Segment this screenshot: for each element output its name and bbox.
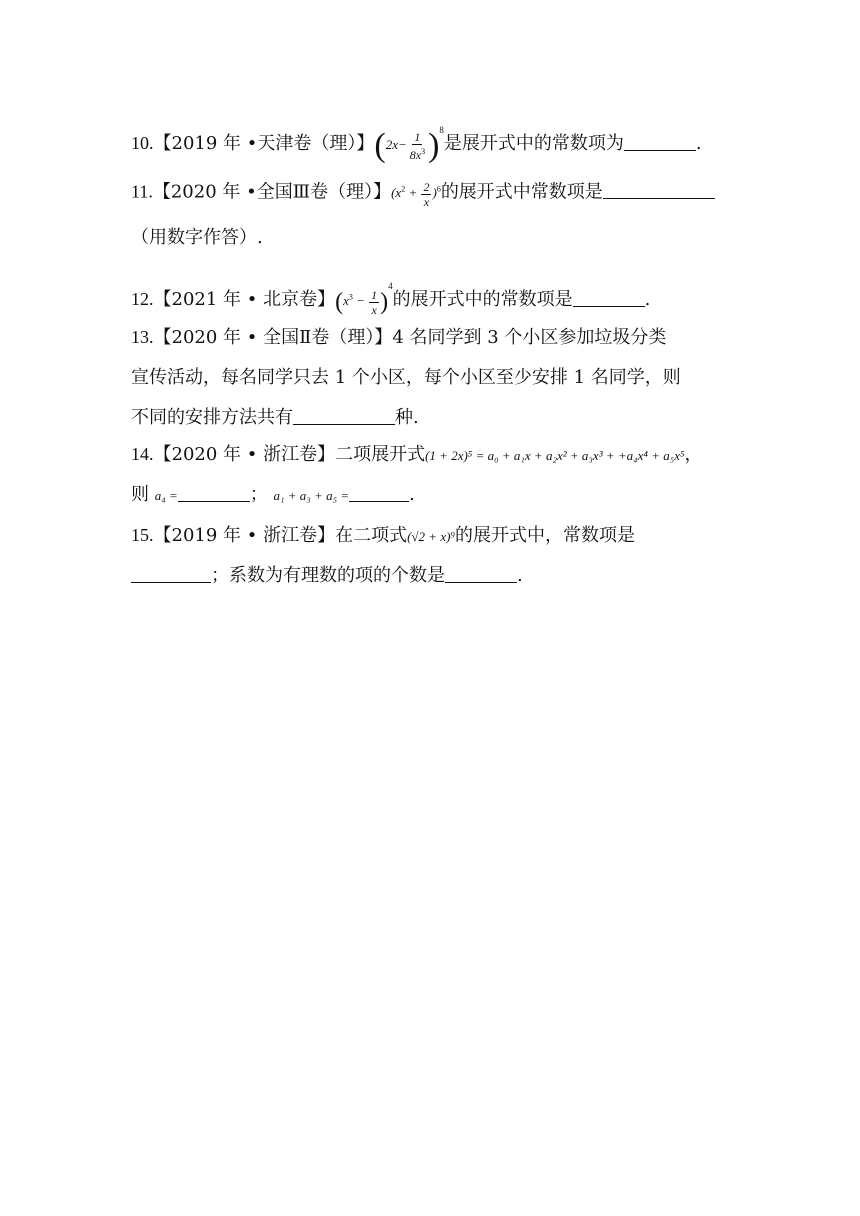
answer-blank[interactable] xyxy=(624,132,696,151)
question-text: 4 名同学到 3 个小区参加垃圾分类 xyxy=(392,327,667,348)
math-expression: ($x^3$ − $\frac{1}{x}$ )$^4$ xyxy=(335,281,393,317)
question-source: 【2020 年 •全国Ⅲ卷（理）】 xyxy=(152,181,392,203)
question-10: 10.【2019 年 •天津卷（理）】(2x− $\frac{1}{8x^3}$ )$^8$是展开式中的常数项为 . xyxy=(131,125,702,165)
question-13-line2: 宣传活动，每名同学只去 1 个小区，每个小区至少安排 1 名同学，则 xyxy=(131,367,681,388)
math-expression: (1 + 2x)⁵ = a₀ + a₁x + a₂x² + a₃x³ + +a₄x⁴ + a₅x⁵ xyxy=(425,448,685,463)
question-13 xyxy=(131,325,741,350)
question-source: 【2019 年 •天津卷（理）】 xyxy=(153,133,375,154)
question-15: 15.【2019 年 • 浙江卷】在二项式(√2 + x)⁹的展开式中，常数项是 xyxy=(131,525,635,546)
question-11 xyxy=(131,178,741,209)
answer-blank[interactable] xyxy=(293,406,395,425)
question-number: 13. xyxy=(131,327,154,347)
question-11-line2: （用数字作答）. xyxy=(131,227,263,248)
question-text: 是展开式中的常数项为 xyxy=(443,133,624,154)
question-text: 在二项式 xyxy=(335,525,408,546)
question-15-line2: ；系数为有理数的项的个数是 . xyxy=(131,564,523,588)
question-14-line2: 则 a₄ = ； a₁ + a₃ + a₅ = . xyxy=(131,484,415,505)
question-number: 14. xyxy=(131,444,154,464)
question-number: 15. xyxy=(131,525,154,545)
question-number: 11. xyxy=(131,181,153,202)
question-14: 14.【2020 年 • 浙江卷】二项展开式(1 + 2x)⁵ = a₀ + a₁x + a₂x² + a₃x³ + +a₄x⁴ + a₅x⁵， xyxy=(131,444,703,465)
question-number: 10. xyxy=(131,133,154,153)
question-source: 【2019 年 • 浙江卷】 xyxy=(153,525,336,546)
answer-blank[interactable] xyxy=(178,483,250,502)
question-13-line3: 不同的安排方法共有 种. xyxy=(131,407,419,428)
question-12: 12.【2021 年 • 北京卷】($x^3$ − $\frac{1}{x}$ )$^4$的展开式中的常数项是 . xyxy=(131,281,651,317)
math-expression: (√2 + x)⁹ xyxy=(407,529,455,544)
answer-blank[interactable] xyxy=(445,564,517,583)
question-source: 【2020 年 • 浙江卷】 xyxy=(153,444,336,465)
question-text: 二项展开式 xyxy=(335,444,426,465)
question-source: 【2020 年 • 全国Ⅱ卷（理）】 xyxy=(153,327,393,348)
answer-blank[interactable] xyxy=(131,564,211,583)
question-number: 12. xyxy=(131,289,154,309)
question-text: 的展开式中常数项是 xyxy=(440,181,603,203)
answer-blank[interactable] xyxy=(573,288,645,307)
question-text: 的展开式中的常数项是 xyxy=(392,289,573,310)
question-source: 【2021 年 • 北京卷】 xyxy=(153,289,336,310)
math-expression: (2x− $\frac{1}{8x^3}$ )$^8$ xyxy=(374,125,444,165)
answer-blank[interactable] xyxy=(349,483,409,502)
math-expression: ($x^2$ + $\frac{2}{x}$ )$^6$ xyxy=(391,179,441,209)
answer-blank[interactable] xyxy=(603,180,715,199)
